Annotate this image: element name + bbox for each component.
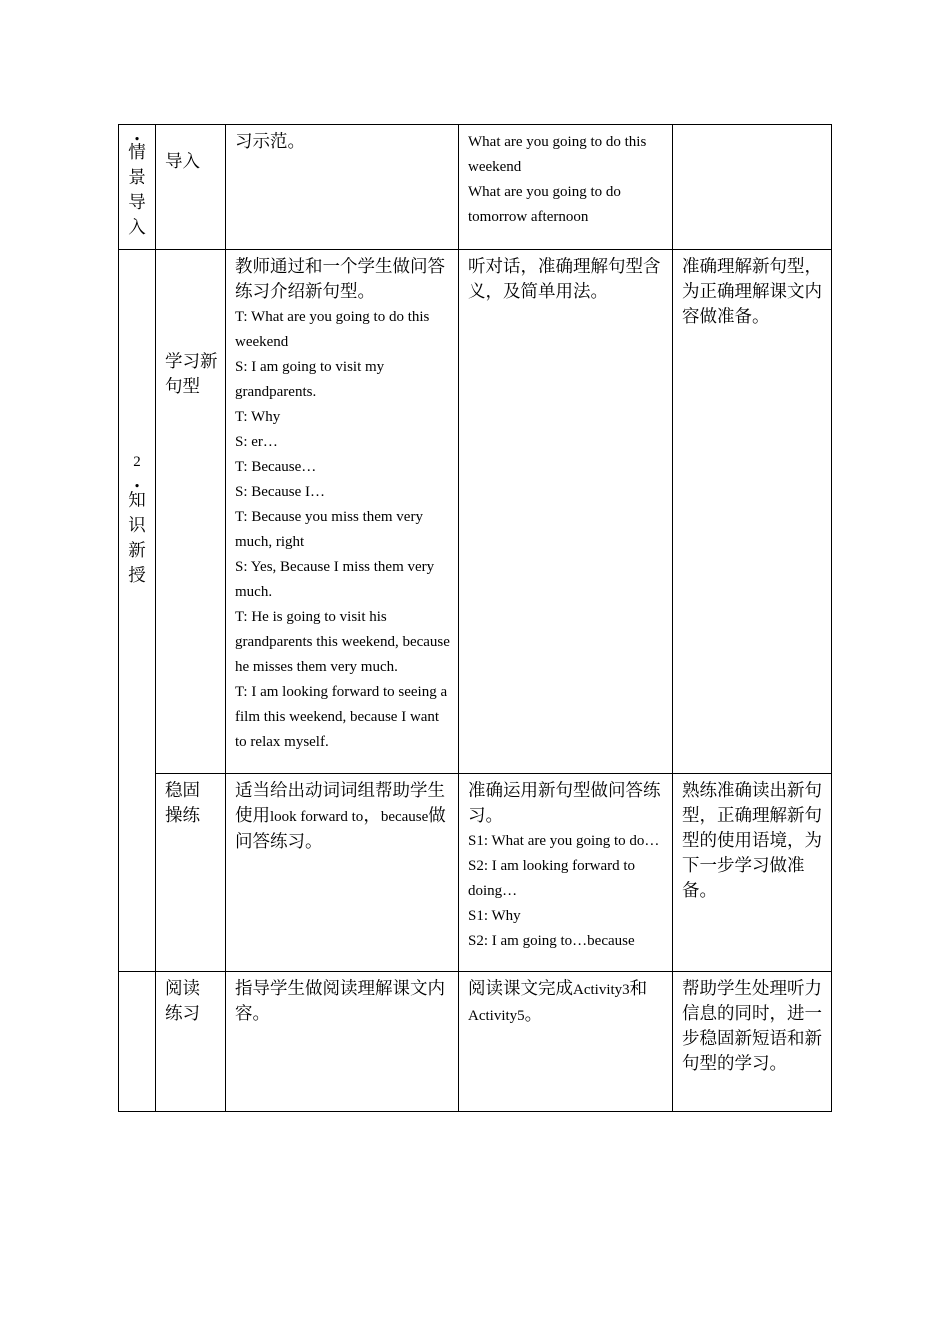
teacher-text-part: 适当给出动词词组帮助学生使用 [235, 781, 445, 826]
step-label: 稳固操练 [165, 781, 200, 826]
student-text [468, 977, 665, 1029]
student-line: S2: I am going to…because [468, 933, 635, 949]
dialogue-line: S: I am going to visit my grandparents. [235, 359, 385, 400]
stage-cell [119, 125, 156, 250]
stage-char: 识 [128, 516, 146, 536]
student-activity-cell [459, 972, 673, 1112]
table-row [119, 774, 832, 972]
table-row [119, 250, 832, 774]
student-intro: 准确运用新句型做问答练习。 [468, 781, 661, 826]
stage-char: . [133, 472, 141, 492]
student-activity-cell [459, 125, 673, 250]
dialogue-line: T: He is going to visit his grandparents this weekend, because he misses them very much. [235, 609, 450, 675]
teacher-text: 习示范。 [235, 132, 305, 152]
lesson-plan-table [118, 124, 832, 1112]
purpose-text: 准确理解新句型，为正确理解课文内容做准备。 [682, 257, 822, 327]
stage-char: 授 [128, 566, 146, 586]
table-row [119, 125, 832, 250]
student-text-part: Activity3 [573, 982, 630, 998]
stage-char: 景 [128, 168, 146, 188]
stage-char: 知 [128, 491, 146, 511]
dialogue-line: T: Because you miss them very much, right [235, 509, 423, 550]
teacher-activity-cell [226, 125, 459, 250]
stage-char: 导 [128, 193, 146, 213]
teacher-activity-cell [226, 972, 459, 1112]
teacher-text-part: because [380, 809, 429, 825]
step-label: 学习新句型 [165, 352, 218, 397]
teacher-activity-cell [226, 250, 459, 774]
student-text: 听对话，准确理解句型含义，及简单用法。 [468, 257, 661, 302]
purpose-text: 帮助学生处理听力信息的同时，进一步稳固新短语和新句型的学习。 [682, 979, 822, 1074]
student-line: What are you going to do tomorrow afternoon [468, 184, 621, 225]
teacher-activity-cell [226, 774, 459, 972]
purpose-cell [673, 250, 832, 774]
teacher-text-part: ， [363, 806, 381, 826]
step-cell [156, 250, 226, 774]
step-cell [156, 774, 226, 972]
dialogue-line: S: er… [235, 434, 278, 450]
dialogue-line: S: Yes, Because I miss them very much. [235, 559, 435, 600]
student-text-part: 和 [629, 979, 648, 999]
purpose-cell [673, 125, 832, 250]
stage-char: 新 [128, 541, 146, 561]
purpose-cell [673, 972, 832, 1112]
step-cell [156, 972, 226, 1112]
table-row [119, 972, 832, 1112]
stage-char: 情 [128, 143, 146, 163]
student-activity-cell [459, 250, 673, 774]
stage-char: 2 [133, 454, 141, 470]
stage-cell [119, 250, 156, 972]
dialogue-line: T: Why [235, 409, 281, 425]
stage-char: . [133, 125, 141, 145]
student-line: S1: Why [468, 908, 521, 924]
stage-char: 入 [128, 218, 146, 238]
purpose-text: 熟练准确读出新句型，正确理解新句型的使用语境，为下一步学习做准备。 [682, 781, 822, 901]
dialogue-line: T: Because… [235, 459, 317, 475]
teacher-text-part: look forward to [270, 809, 364, 825]
step-label: 导入 [165, 152, 200, 172]
student-line: S2: I am looking forward to doing… [468, 858, 636, 899]
student-text-part: 阅读课文完成 [468, 979, 573, 999]
stage-cell [119, 972, 156, 1112]
student-activity-cell [459, 774, 673, 972]
purpose-cell [673, 774, 832, 972]
step-label: 阅读练习 [165, 979, 200, 1024]
student-text-part: 。 [524, 1005, 543, 1025]
teacher-intro: 教师通过和一个学生做问答练习介绍新句型。 [235, 257, 445, 302]
teacher-text: 指导学生做阅读理解课文内容。 [235, 979, 445, 1024]
teacher-text-part: 做问答练习。 [235, 806, 446, 852]
dialogue-line: T: What are you going to do this weekend [235, 309, 430, 350]
dialogue-line: S: Because I… [235, 484, 325, 500]
student-line: What are you going to do this weekend [468, 134, 647, 175]
step-cell [156, 125, 226, 250]
dialogue-line: T: I am looking forward to seeing a film this weekend, because I want to relax myself. [235, 684, 448, 750]
student-line: S1: What are you going to do… [468, 833, 660, 849]
teacher-text [235, 779, 451, 855]
student-text-part: Activity5 [468, 1008, 525, 1024]
